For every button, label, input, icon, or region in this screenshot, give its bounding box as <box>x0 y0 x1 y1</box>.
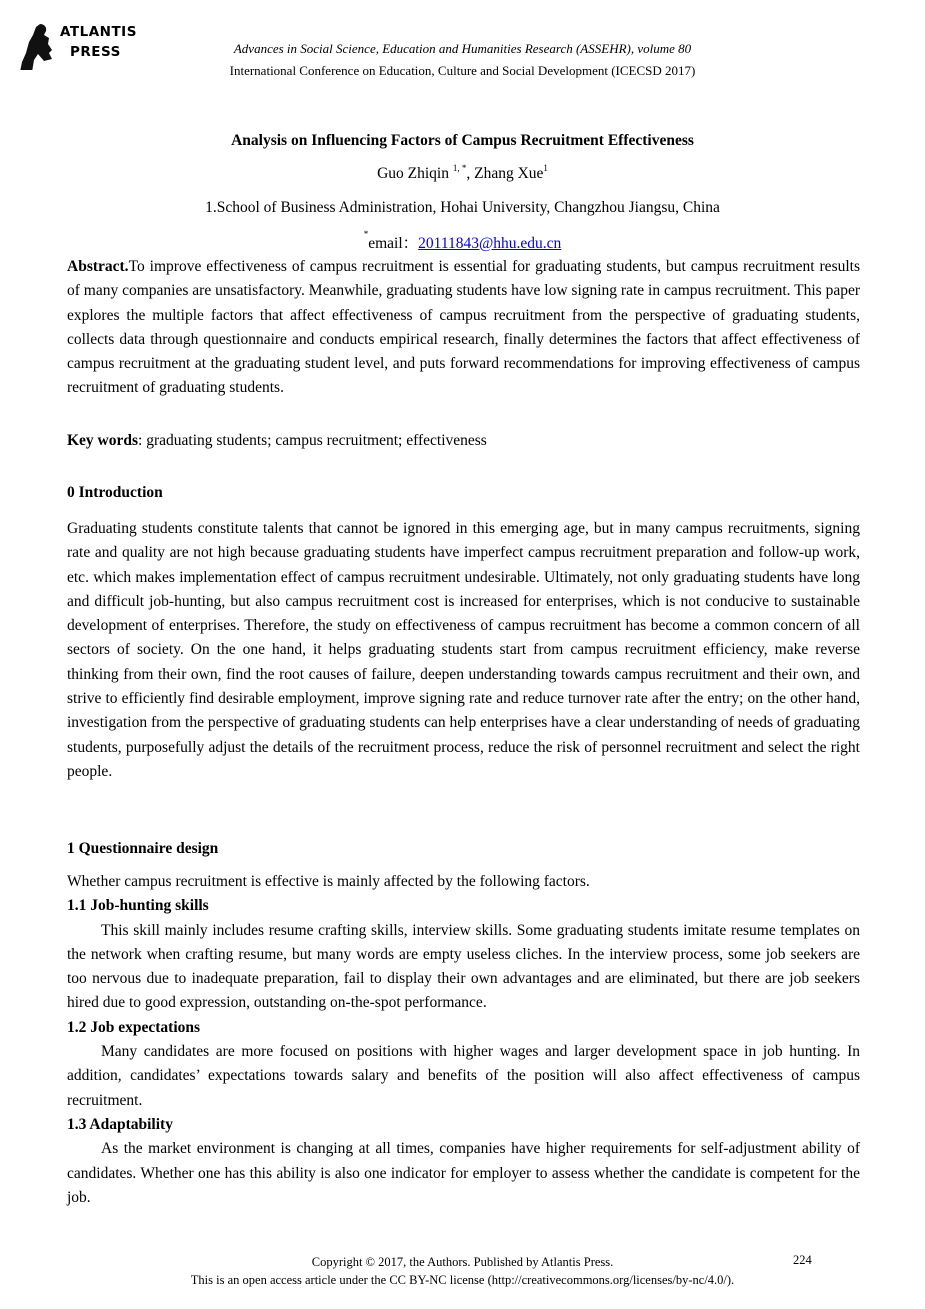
paragraph: This skill mainly includes resume crafting skills, interview skills. Some graduating students imitate resume templates on the network when crafting resume, but many words are empty useless cliches. In the interview process, some job seekers are too nervous due to inadequate preparation, fail to display their own advantages and are eliminated, but there are job seekers hired due to good expression, outstanding on-the-spot performance. <box>67 921 860 1012</box>
paragraph: Many candidates are more focused on positions with higher wages and larger development space in job hunting. In addition, candidates’ expectations towards salary and benefits of the position will also affect effectiveness of campus recruitment. <box>67 1043 860 1109</box>
author-2-affil: 1 <box>543 163 548 173</box>
conference-name: International Conference on Education, Culture and Social Development (ICECSD 2017) <box>229 63 696 78</box>
section-0-text <box>67 517 860 784</box>
subsection-heading: 1.1 Job-hunting skills <box>67 897 209 915</box>
keywords-text: : graduating students; campus recruitment; effectiveness <box>138 432 487 449</box>
abstract-text: To improve effectiveness of campus recruitment is essential for graduating students, but campus recruitment results of many companies are unsatisfactory. Meanwhile, graduating students have low signing rate in campus recruitment. This paper explores the multiple factors that affect effectiveness of campus recruitment from the perspective of graduating students, collects data through questionnaire and conducts empirical research, finally determines the factors that affect effectiveness of campus recruitment at the graduating student level, and puts forward recommendations for improving effectiveness of campus recruitment of graduating students. <box>67 258 860 397</box>
page-number: 224 <box>793 1253 812 1267</box>
license: This is an open access article under the CC BY-NC license (http://creativecommons.org/licenses/by-nc/4.0/). <box>190 1273 735 1287</box>
keywords-label: Key words <box>67 432 139 449</box>
logo-text-atlantis: ATLANTIS <box>60 24 137 40</box>
author-1-affil: 1, * <box>452 163 467 173</box>
subsection-heading: 1.2 Job expectations <box>67 1018 201 1036</box>
abstract <box>67 255 860 401</box>
email-label: email： <box>368 235 419 252</box>
paragraph: Whether campus recruitment is effective is mainly affected by the following factors. <box>67 873 590 890</box>
section-1-body <box>67 870 860 1210</box>
author-2: , Zhang Xue <box>466 165 544 182</box>
paper-title: Analysis on Influencing Factors of Campus Recruitment Effectiveness <box>231 132 694 149</box>
section-0-heading <box>67 481 860 505</box>
journal-series: Advances in Social Science, Education and Humanities Research (ASSEHR), volume 80 <box>233 41 692 56</box>
keywords <box>67 429 860 453</box>
paragraph: As the market environment is changing at all times, companies have higher requirements for self-adjustment ability of candidates. Whether one has this ability is also one indicator for employer to assess whether the candidate is competent for the job. <box>67 1140 860 1206</box>
section-heading: 1 Questionnaire design <box>67 840 219 857</box>
paragraph: Graduating students constitute talents that cannot be ignored in this emerging age, but in many campus recruitments, signing rate and quality are not high because graduating students have imperfect campus recruitment preparation and follow-up work, etc. which makes implementation effect of campus recruitment undesirable. Ultimately, not only graduating students have long and difficult job-hunting, but also campus recruitment cost is increased for enterprises, which is not conducive to sustainable development of enterprises. Therefore, the study on effectiveness of campus recruitment has become a common concern of all sectors of society. On the one hand, it helps graduating students start from campus recruitment efficiency, make reverse thinking from their own, find the root causes of failure, deepen understanding towards campus recruitment and their own, and strive to efficiently find desirable employment, improve signing rate and reduce turnover rate after the entry; on the other hand, investigation from the perspective of graduating students can help enterprises have a clear understanding of needs of graduating students, purposefully adjust the details of the recruitment process, reduce the risk of personnel recruitment and select the right people. <box>67 520 860 780</box>
section-1-heading <box>67 837 860 861</box>
affiliation: 1.School of Business Administration, Hohai University, Changzhou Jiangsu, China <box>205 199 720 216</box>
section-heading: 0 Introduction <box>67 484 163 501</box>
email-link[interactable]: 20111843@hhu.edu.cn <box>418 235 562 252</box>
authors <box>0 165 925 183</box>
logo-text-press: PRESS <box>70 44 121 60</box>
copyright: Copyright © 2017, the Authors. Published by Atlantis Press. <box>311 1255 614 1269</box>
email-line <box>0 231 925 253</box>
abstract-label: Abstract. <box>67 258 129 275</box>
email-star: * <box>363 229 369 239</box>
author-1: Guo Zhiqin <box>377 165 449 182</box>
subsection-heading: 1.3 Adaptability <box>67 1115 173 1133</box>
